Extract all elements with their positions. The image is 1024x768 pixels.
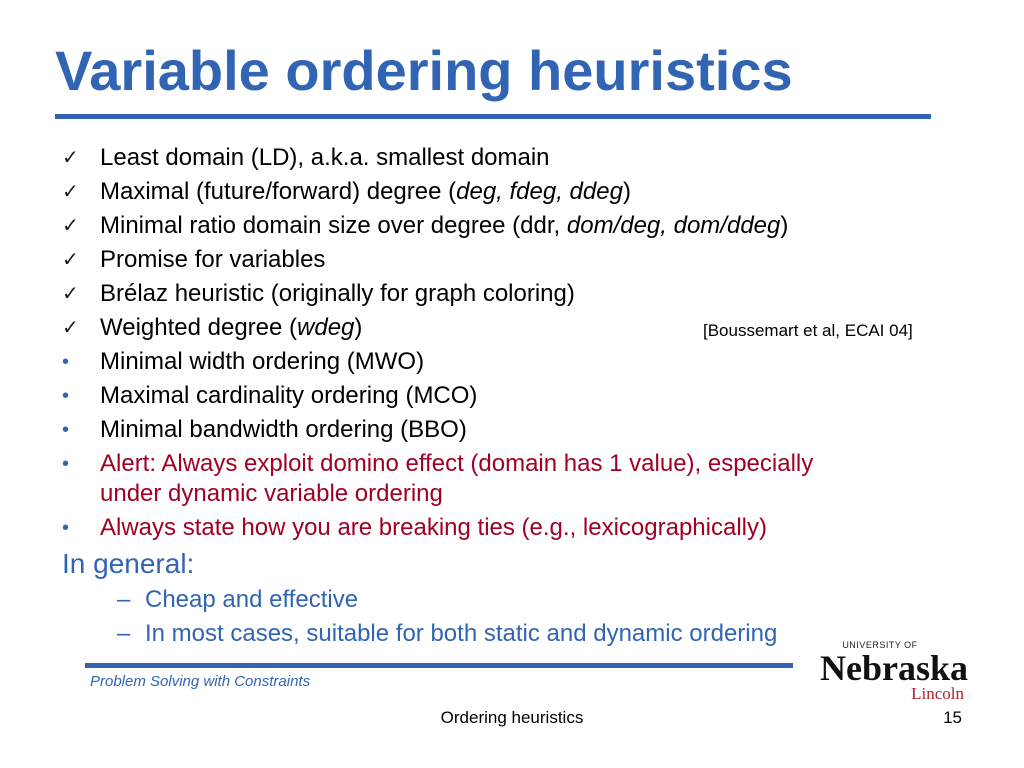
list-item-text xyxy=(100,178,631,205)
list-item xyxy=(62,415,962,445)
subheading: In general: xyxy=(62,548,195,579)
list-item-text xyxy=(100,514,767,541)
bullet-icon: • xyxy=(62,453,70,475)
list-item-segment: ) xyxy=(622,178,631,205)
list-item xyxy=(62,449,962,509)
list-item xyxy=(62,245,962,275)
items-container xyxy=(62,143,962,543)
sub-list-item-text: Cheap and effective xyxy=(145,586,359,613)
bullet-icon: • xyxy=(62,517,70,539)
bullet-icon: • xyxy=(62,351,70,373)
sub-list-item xyxy=(62,585,962,615)
checkmark-icon: ✓ xyxy=(62,215,79,237)
list-item-text xyxy=(100,416,467,443)
checkmark-icon: ✓ xyxy=(62,249,79,271)
checkmark-icon: ✓ xyxy=(62,147,79,169)
slide-title: Variable ordering heuristics xyxy=(55,39,793,102)
checkmark-icon: ✓ xyxy=(62,181,79,203)
list-item xyxy=(62,177,962,207)
list-item-segment: Minimal width ordering (MWO) xyxy=(100,348,425,375)
list-item-segment: Minimal ratio domain size over degree (ddr, xyxy=(100,212,567,239)
list-item-text xyxy=(100,280,575,307)
logo-lincoln: Lincoln xyxy=(911,684,964,702)
university-logo xyxy=(818,636,968,702)
list-item-segment: Maximal (future/forward) degree ( xyxy=(100,178,457,205)
footer-course: Problem Solving with Constraints xyxy=(90,673,311,690)
list-item xyxy=(62,143,962,173)
list-item-line: under dynamic variable ordering xyxy=(100,480,443,507)
footer-topic: Ordering heuristics xyxy=(440,708,584,727)
title-underline xyxy=(55,114,931,119)
list-item-italic: deg, fdeg, ddeg xyxy=(456,178,623,205)
list-item-text xyxy=(100,246,325,273)
logo-university-of: UNIVERSITY OF xyxy=(842,640,918,650)
list-item-segment: Promise for variables xyxy=(100,246,326,273)
bullet-icon: • xyxy=(62,385,70,407)
list-item-segment: Maximal cardinality ordering (MCO) xyxy=(100,382,478,409)
list-item-text xyxy=(100,449,962,509)
list-item-line: Alert: Always exploit domino effect (domain has 1 value), especially xyxy=(100,450,814,477)
list-item-text xyxy=(100,314,362,341)
checkmark-icon: ✓ xyxy=(62,317,79,339)
list-item-segment: Brélaz heuristic (originally for graph coloring) xyxy=(100,280,575,307)
footer-rule xyxy=(85,663,793,668)
checkmark-icon: ✓ xyxy=(62,283,79,305)
list-item-text xyxy=(100,144,550,171)
list-item-segment: Minimal bandwidth ordering (BBO) xyxy=(100,416,467,443)
list-item-italic: wdeg xyxy=(297,314,355,341)
dash-icon: – xyxy=(117,620,131,647)
list-item-segment: Weighted degree ( xyxy=(100,314,298,341)
bullet-icon: • xyxy=(62,419,70,441)
list-item-text xyxy=(100,382,477,409)
list-item-segment: ) xyxy=(354,314,363,341)
list-item xyxy=(62,279,962,309)
bullet-list xyxy=(62,143,962,653)
list-item-segment: ) xyxy=(780,212,789,239)
citation: [Boussemart et al, ECAI 04] xyxy=(703,321,913,340)
list-item xyxy=(62,313,962,343)
list-item-segment: Least domain (LD), a.k.a. smallest domain xyxy=(100,144,550,171)
dash-icon: – xyxy=(117,586,131,613)
list-item-text xyxy=(100,212,788,239)
list-item xyxy=(62,347,962,377)
list-item xyxy=(62,211,962,241)
list-item-segment: Always state how you are breaking ties (e.g., lexicographically) xyxy=(100,514,767,541)
logo-nebraska: Nebraska xyxy=(820,648,968,688)
list-item xyxy=(62,513,962,543)
list-item-text xyxy=(100,348,424,375)
page-number: 15 xyxy=(943,708,962,727)
list-item-italic: dom/deg, dom/ddeg xyxy=(566,212,781,239)
list-item xyxy=(62,381,962,411)
sub-list-item-text: In most cases, suitable for both static and dynamic ordering xyxy=(145,620,778,647)
